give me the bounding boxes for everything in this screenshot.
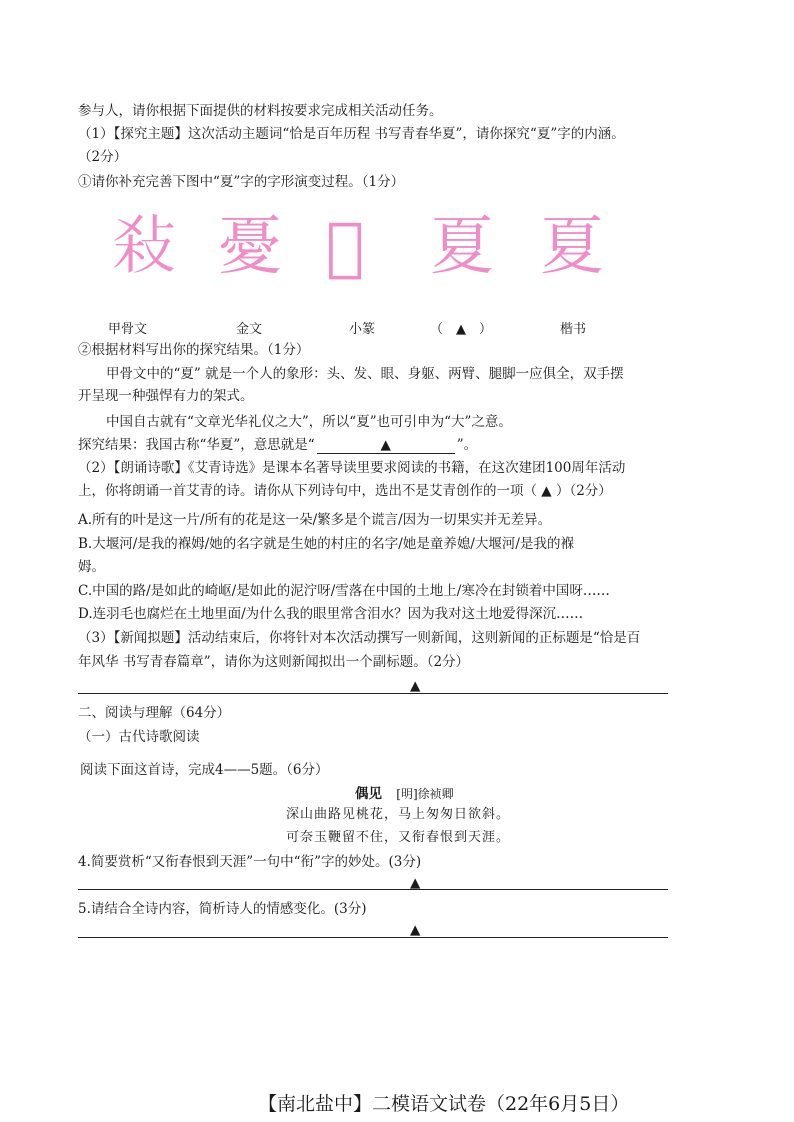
result-suffix: ”。 [456, 437, 478, 453]
oracle-glyph: 𢼢 [112, 210, 176, 284]
q5-stem: 5.请结合全诗内容，简析诗人的情感变化。(3分) [78, 901, 367, 917]
page-footer: 【南北盐中】二模语文试卷（22年6月5日） [258, 1093, 630, 1115]
q3-stem: （3）【新闻拟题】活动结束后，你将针对本次活动撰写一则新闻，这则新闻的正标题是“恰是百 [78, 630, 641, 646]
answer-line[interactable] [78, 937, 668, 938]
option-c: C.中国的路/是如此的崎岖/是如此的泥泞呀/雪落在中国的土地上/寒冷在封锁着中国呀…… [78, 583, 610, 599]
bronze-glyph: 憂 [218, 210, 282, 284]
result-prefix: 探究结果：我国古称“华夏”，意思就是“ [78, 437, 315, 453]
poem-line-1: 深山曲路见桃花，马上匆匆日欲斜。 [286, 807, 511, 822]
caption-regular: 楷书 [560, 322, 587, 337]
q2-stem-cont: 上，你将朗诵一首艾青的诗。请你从下列诗句中，选出不是艾青创作的一项（ ▲ ）（2分） [78, 483, 612, 499]
poem-title: 偶见 [355, 786, 382, 802]
seal-glyph: 𩓶 [326, 210, 365, 284]
q1-sub1: ①请你补充完善下图中“夏”字的字形演变过程。（1分） [78, 174, 405, 190]
subsection-heading: （一）古代诗歌阅读 [78, 729, 200, 745]
answer-line[interactable] [78, 889, 668, 890]
q1-stem: （1）【探究主题】这次活动主题词“恰是百年历程 书写青春华夏”，请你探究“夏”字的内涵。 [78, 126, 625, 142]
material-2: 中国自古就有“文章光华礼仪之大”，所以“夏”也可引申为“大”之意。 [106, 414, 512, 430]
answer-mark: ▲ [410, 922, 421, 938]
answer-mark: ▲ [410, 678, 421, 694]
q2-stem: （2）【朗诵诗歌】《艾青诗选》是课本名著导读里要求阅读的书籍，在这次建团100周年活动 [78, 460, 626, 476]
q3-stem-cont: 年风华 书写青春篇章”，请你为这则新闻拟出一个副标题。（2分） [78, 654, 470, 670]
answer-blank[interactable] [317, 437, 455, 454]
option-d: D.连羽毛也腐烂在土地里面/为什么我的眼里常含泪水？因为我对这土地爱得深沉…… [78, 606, 584, 622]
answer-mark: ▲ [380, 437, 391, 453]
caption-seal: 小篆 [349, 322, 376, 337]
answer-line[interactable] [78, 693, 668, 694]
poem-line-2: 可奈玉鞭留不住，又衔春恨到天涯。 [286, 830, 511, 845]
option-b-cont: 姆。 [78, 559, 105, 575]
caption-bronze: 金文 [236, 322, 263, 337]
result-line [78, 435, 477, 455]
q1-score: （2分） [78, 149, 128, 165]
material-1: 甲骨文中的“夏” 就是一个人的象形：头、发、眼、身躯、两臂、腿脚一应俱全，双手摆 [106, 366, 624, 382]
intro-line: 参与人，请你根据下面提供的材料按要求完成相关活动任务。 [78, 103, 443, 119]
regular-glyph: 夏 [540, 210, 604, 284]
caption-blank: （ ▲ ） [430, 322, 492, 337]
answer-mark: ▲ [410, 875, 421, 891]
poem-author: [明]徐祯卿 [396, 787, 454, 801]
option-a: A.所有的叶是这一片/所有的花是这一朵/繁多是个谎言/因为一切果实并无差异。 [78, 512, 552, 528]
caption-oracle: 甲骨文 [108, 322, 148, 337]
q1-sub2: ②根据材料写出你的探究结果。（1分） [78, 342, 310, 358]
poem-header [355, 784, 454, 804]
option-b: B.大堰河/是我的褓姆/她的名字就是生她的村庄的名字/她是童养媳/大堰河/是我的褓 [78, 536, 574, 552]
clerical-glyph: 夏 [430, 210, 494, 284]
section-heading: 二、阅读与理解（64分） [78, 705, 231, 721]
material-1-cont: 开呈现一种强悍有力的架式。 [78, 388, 254, 404]
poem-instruction: 阅读下面这首诗，完成4——5题。（6分） [80, 762, 329, 778]
q4-stem: 4.简要赏析“又衔春恨到天涯”一句中“衔”字的妙处。(3分) [78, 854, 422, 870]
